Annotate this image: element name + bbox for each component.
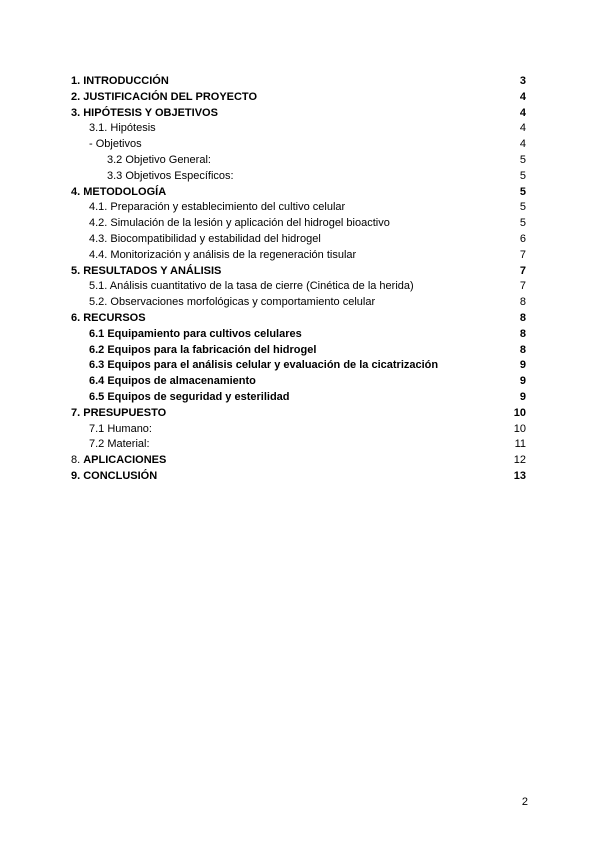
toc-entry-page: 8 [519, 327, 526, 340]
toc-entry-label: APLICACIONES [83, 454, 167, 467]
toc-entry-equipos-analisis[interactable] [71, 358, 526, 374]
toc-entry-page: 5 [519, 185, 526, 198]
toc-entry-resultados[interactable] [71, 264, 526, 280]
toc-entry-equipamiento-cultivos[interactable] [71, 327, 526, 343]
toc-entry-justificacion[interactable] [71, 90, 526, 106]
toc-entry-page: 10 [513, 422, 526, 435]
toc-entry-hipotesis[interactable] [71, 121, 526, 137]
toc-entry-number: 8. [71, 454, 84, 467]
toc-entry-page: 7 [519, 248, 526, 261]
toc-entry-page: 4 [519, 138, 526, 151]
toc-entry-analisis-cuantitativo[interactable] [71, 279, 526, 295]
toc-entry-biocompatibilidad[interactable] [71, 232, 526, 248]
toc-entry-equipos-hidrogel[interactable] [71, 343, 526, 359]
toc-entry-introduccion[interactable] [71, 74, 526, 90]
toc-entry-page: 9 [519, 390, 526, 403]
page-number: 2 [521, 796, 528, 808]
toc-entry-title: 7. PRESUPUESTO [71, 406, 167, 419]
toc-entry-title: 4. METODOLOGÍA [71, 185, 167, 198]
toc-entry-equipos-almacenamiento[interactable] [71, 374, 526, 390]
toc-entry-page: 3 [519, 75, 526, 87]
toc-entry-page: 5 [519, 217, 526, 230]
toc-entry-title: 3.3 Objetivos Específicos: [107, 169, 234, 182]
toc-entry-page: 12 [513, 454, 526, 467]
toc-entry-page: 8 [519, 296, 526, 309]
toc-entry-page: 8 [519, 343, 526, 356]
toc-entry-title: 6.1 Equipamiento para cultivos celulares [89, 327, 302, 340]
toc-entry-presupuesto[interactable] [71, 406, 526, 422]
toc-entry-humano[interactable] [71, 422, 526, 438]
toc-entry-page: 5 [519, 169, 526, 182]
toc-entry-title: 7.2 Material: [89, 438, 150, 451]
toc-entry-title: 5. RESULTADOS Y ANÁLISIS [71, 264, 222, 277]
toc-entry-title: 2. JUSTIFICACIÓN DEL PROYECTO [71, 90, 258, 103]
toc-entry-title: 4.2. Simulación de la lesión y aplicación del hidrogel bioactivo [89, 217, 390, 230]
toc-entry-page: 7 [519, 280, 526, 293]
toc-entry-title: 6.2 Equipos para la fabricación del hidrogel [89, 343, 317, 356]
toc-entry-title: 4.1. Preparación y establecimiento del cultivo celular [89, 201, 346, 214]
toc-entry-page: 9 [519, 359, 526, 372]
toc-entry-simulacion-lesion[interactable] [71, 216, 526, 232]
toc-entry-title: 5.1. Análisis cuantitativo de la tasa de cierre (Cinética de la herida) [89, 280, 414, 293]
toc-entry-title: 6. RECURSOS [71, 311, 146, 324]
toc-entry-equipos-seguridad[interactable] [71, 390, 526, 406]
toc-entry-objetivos[interactable] [71, 137, 526, 153]
toc-entry-page: 8 [519, 311, 526, 324]
toc-entry-page: 9 [519, 375, 526, 388]
toc-entry-title: 3.2 Objetivo General: [107, 153, 211, 166]
toc-entry-page: 4 [519, 90, 526, 103]
toc-entry-page: 5 [519, 201, 526, 214]
toc-entry-title: 1. INTRODUCCIÓN [71, 75, 169, 87]
toc-entry-page: 10 [513, 406, 526, 419]
toc-entry-title: 6.4 Equipos de almacenamiento [89, 375, 256, 388]
toc-entry-title [71, 453, 166, 469]
toc-entry-page: 5 [519, 153, 526, 166]
toc-entry-material[interactable] [71, 437, 526, 453]
toc-entry-title: 7.1 Humano: [89, 422, 152, 435]
toc-entry-page: 11 [514, 438, 526, 451]
toc-entry-title: 6.5 Equipos de seguridad y esterilidad [89, 390, 290, 403]
toc-entry-hipotesis-objetivos[interactable] [71, 106, 526, 122]
toc-entry-title: - Objetivos [89, 138, 142, 151]
toc-entry-page: 7 [519, 264, 526, 277]
toc-entry-title: 4.3. Biocompatibilidad y estabilidad del hidrogel [89, 232, 321, 245]
toc-entry-page: 4 [519, 106, 526, 119]
toc-entry-title: 4.4. Monitorización y análisis de la regeneración tisular [89, 248, 357, 261]
table-of-contents [71, 74, 526, 485]
toc-entry-recursos[interactable] [71, 311, 526, 327]
toc-entry-title: 5.2. Observaciones morfológicas y comportamiento celular [89, 296, 376, 309]
toc-entry-aplicaciones[interactable] [71, 453, 526, 469]
toc-entry-title: 6.3 Equipos para el análisis celular y evaluación de la cicatrización [89, 359, 439, 372]
toc-entry-page: 6 [519, 232, 526, 245]
toc-entry-objetivos-especificos[interactable] [71, 169, 526, 185]
toc-entry-title: 3.1. Hipótesis [89, 122, 156, 135]
toc-entry-monitorizacion[interactable] [71, 248, 526, 264]
toc-entry-observaciones[interactable] [71, 295, 526, 311]
toc-entry-page: 13 [513, 469, 526, 482]
toc-entry-metodologia[interactable] [71, 185, 526, 201]
toc-entry-conclusion[interactable] [71, 469, 526, 485]
toc-entry-title: 3. HIPÓTESIS Y OBJETIVOS [71, 106, 218, 119]
toc-entry-preparacion-cultivo[interactable] [71, 200, 526, 216]
toc-entry-objetivo-general[interactable] [71, 153, 526, 169]
toc-entry-title: 9. CONCLUSIÓN [71, 469, 158, 482]
toc-entry-page: 4 [519, 122, 526, 135]
